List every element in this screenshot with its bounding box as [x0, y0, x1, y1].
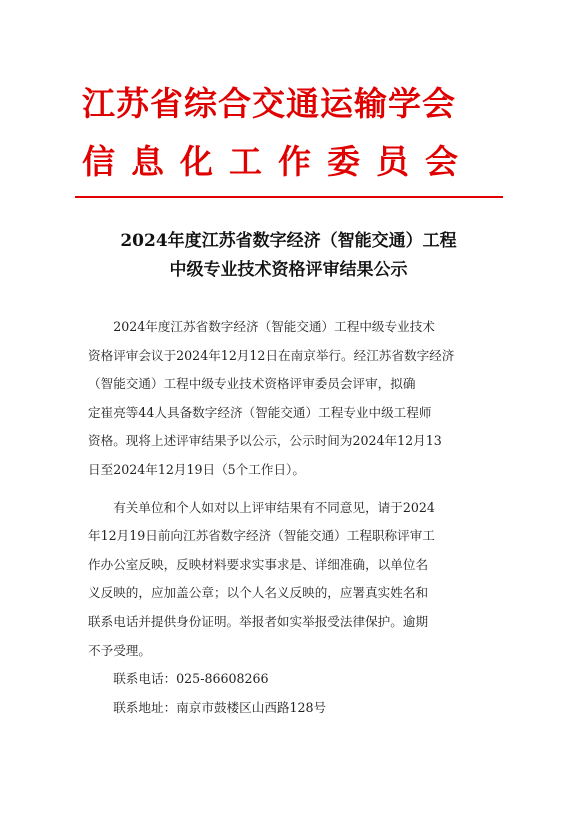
paragraph-line: 义反映的，应加盖公章；以个人名义反映的，应署真实姓名和 — [88, 585, 429, 601]
document-title-line-2: 中级专业技术资格评审结果公示 — [169, 260, 408, 280]
letterhead-divider — [75, 196, 503, 198]
paragraph-announcement — [88, 313, 500, 485]
paragraph-line: 资格。现将上述评审结果予以公示，公示时间为2024年12月13 — [88, 433, 442, 449]
document-title-line-1: 2024年度江苏省数字经济（智能交通）工程 — [120, 231, 457, 251]
contact-address: 联系地址：南京市鼓楼区山西路128号 — [88, 699, 327, 715]
paragraph-line: 有关单位和个人如对以上评审结果有不同意见，请于2024 — [88, 499, 435, 515]
paragraph-line: 2024年度江苏省数字经济（智能交通）工程中级专业技术 — [88, 319, 435, 334]
letterhead-line-1: 江苏省综合交通运输学会 — [82, 84, 456, 123]
letterhead-line-2: 信息化工作委员会 — [82, 142, 474, 181]
paragraph-line: 定崔亮等44人具备数字经济（智能交通）工程专业中级工程师 — [88, 404, 432, 420]
paragraph-line: 作办公室反映，反映材料要求实事求是、详细准确，以单位名 — [88, 556, 429, 572]
paragraph-gap — [88, 485, 500, 494]
paragraph-line: （智能交通）工程中级专业技术资格评审委员会评审，拟确 — [88, 376, 416, 392]
paragraph-line: 资格评审会议于2024年12月12日在南京举行。经江苏省数字经济 — [88, 347, 455, 363]
document-body — [88, 313, 500, 722]
contact-phone: 联系电话：025-86608266 — [88, 671, 269, 687]
paragraph-line: 不予受理。 — [88, 642, 151, 658]
paragraph-line: 年12月19日前向江苏省数字经济（智能交通）工程职称评审工 — [88, 528, 435, 544]
paragraph-objection-notice — [88, 494, 500, 666]
paragraph-line: 日至2024年12月19日（5个工作日）。 — [88, 461, 305, 477]
paragraph-line: 联系电话并提供身份证明。举报者如实举报受法律保护。逾期 — [88, 613, 429, 629]
